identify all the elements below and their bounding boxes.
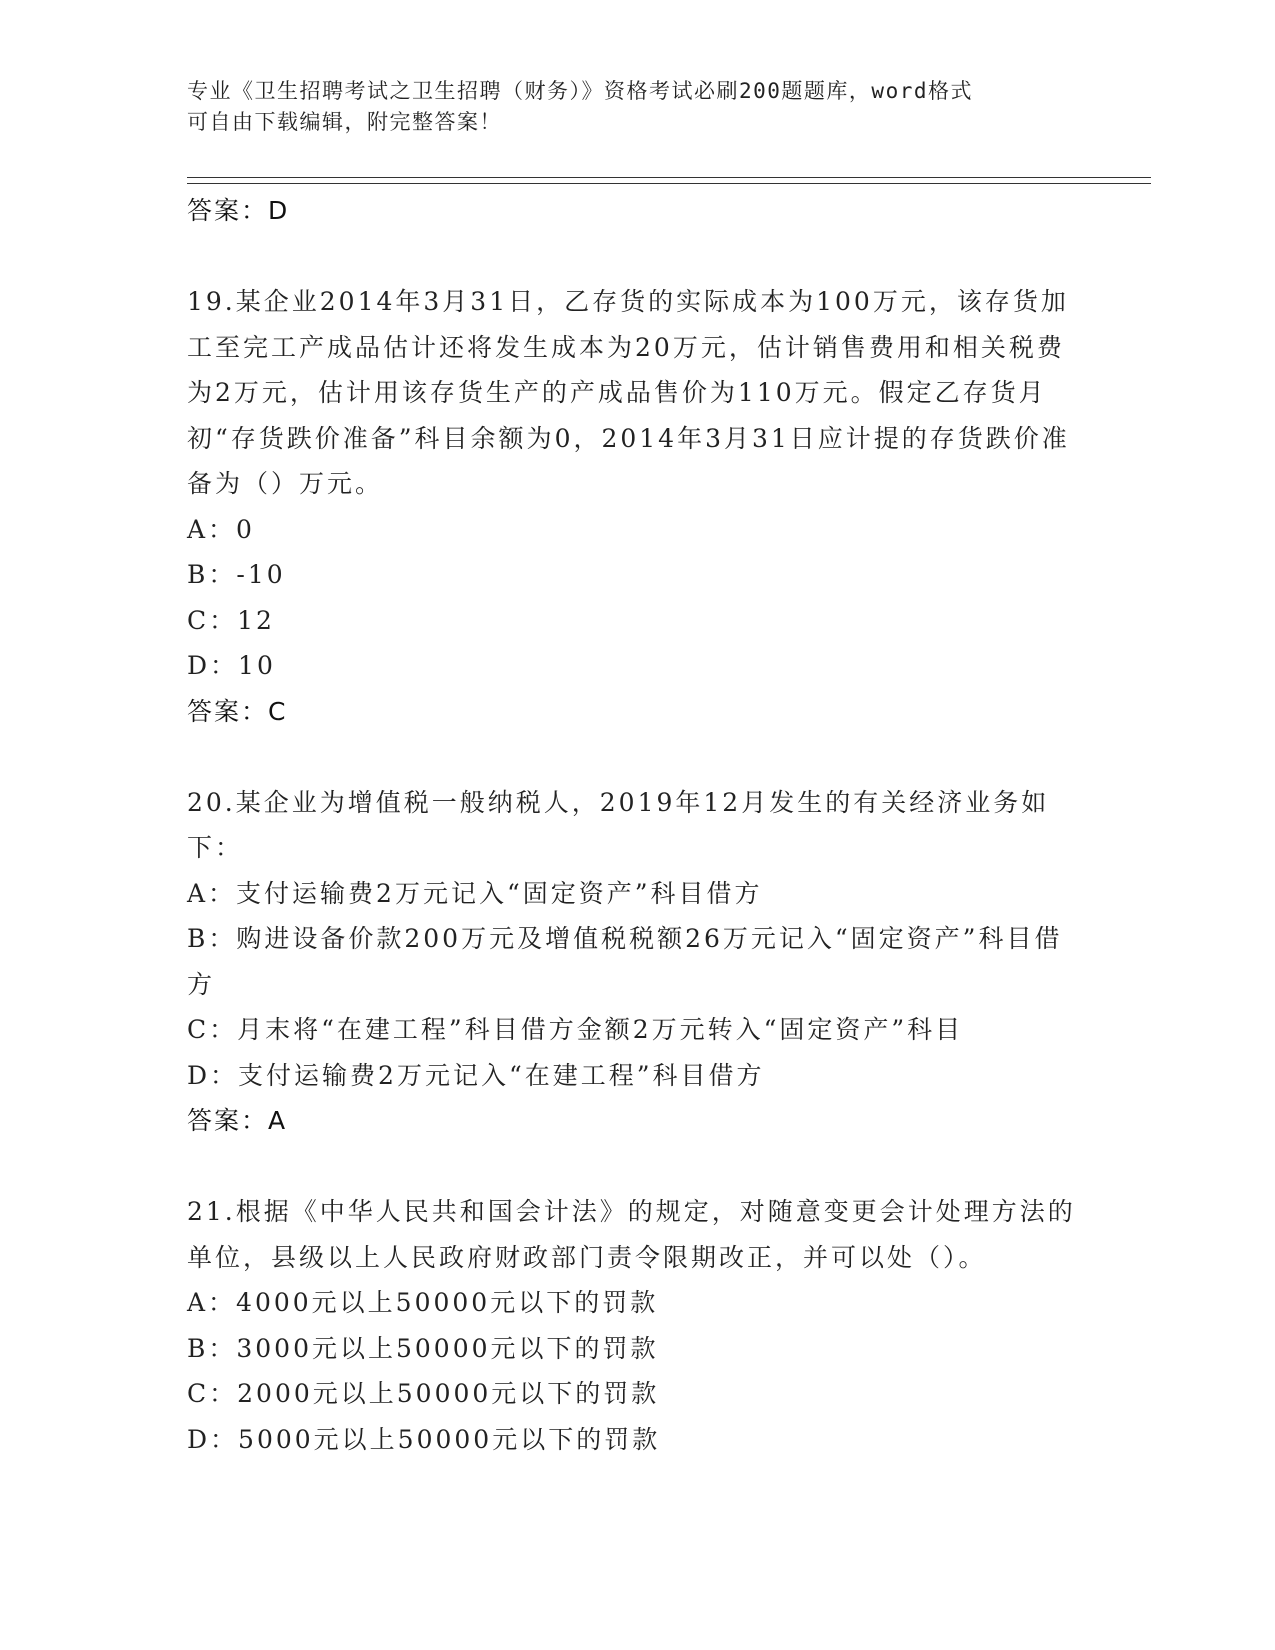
spacer	[187, 734, 1087, 780]
question-20-option-c: C：月末将“在建工程”科目借方金额2万元转入“固定资产”科目	[187, 1015, 964, 1044]
question-21-text: 21.根据《中华人民共和国会计法》的规定，对随意变更会计处理方法的单位，县级以上人民政府财政部门责令限期改正，并可以处（）。	[187, 1197, 1076, 1272]
question-20-option-b: B：购进设备价款200万元及增值税税额26万元记入“固定资产”科目借方	[187, 924, 1063, 999]
previous-answer: 答案：D	[187, 196, 290, 225]
question-20-option-a: A：支付运输费2万元记入“固定资产”科目借方	[187, 878, 763, 908]
question-21-option-b: B：3000元以上50000元以下的罚款	[187, 1333, 659, 1363]
question-19-option-b: B：-10	[187, 560, 286, 589]
question-20-option-d: D：支付运输费2万元记入“在建工程”科目借方	[187, 1060, 765, 1090]
question-21-option-a: A：4000元以上50000元以下的罚款	[187, 1288, 659, 1317]
question-20-text: 20.某企业为增值税一般纳税人，2019年12月发生的有关经济业务如下：	[187, 787, 1050, 862]
question-content	[187, 188, 1087, 1462]
question-19-answer: 答案：C	[187, 696, 288, 726]
question-19-text: 19.某企业2014年3月31日，乙存货的实际成本为100万元，该存货加工至完工产成品估计还将发生成本为20万元，估计销售费用和相关税费为2万元，估计用该存货生产的产成品售价为110万元。假定乙存货月初“存货跌价准备”科目余额为0，2014年3月31日应计提的存货跌价准备为（）万元。	[187, 287, 1070, 498]
document-header	[187, 76, 1067, 138]
question-21-option-d: D：5000元以上50000元以下的罚款	[187, 1424, 661, 1454]
question-19-option-c: C：12	[187, 605, 275, 635]
question-20-answer: 答案：A	[187, 1106, 288, 1135]
question-20	[187, 780, 1087, 1144]
header-line-2: 可自由下载编辑，附完整答案！	[187, 110, 502, 134]
question-19-option-a: A：0	[187, 514, 255, 544]
question-19	[187, 279, 1087, 734]
question-21	[187, 1189, 1087, 1462]
spacer	[187, 1144, 1087, 1190]
question-19-option-d: D：10	[187, 651, 276, 680]
spacer	[187, 234, 1087, 280]
header-line-1: 专业《卫生招聘考试之卫生招聘（财务）》资格考试必刷200题题库，word格式	[187, 79, 973, 103]
question-21-option-c: C：2000元以上50000元以下的罚款	[187, 1379, 660, 1408]
header-divider-thin	[187, 177, 1151, 178]
header-divider-thick	[187, 183, 1151, 184]
